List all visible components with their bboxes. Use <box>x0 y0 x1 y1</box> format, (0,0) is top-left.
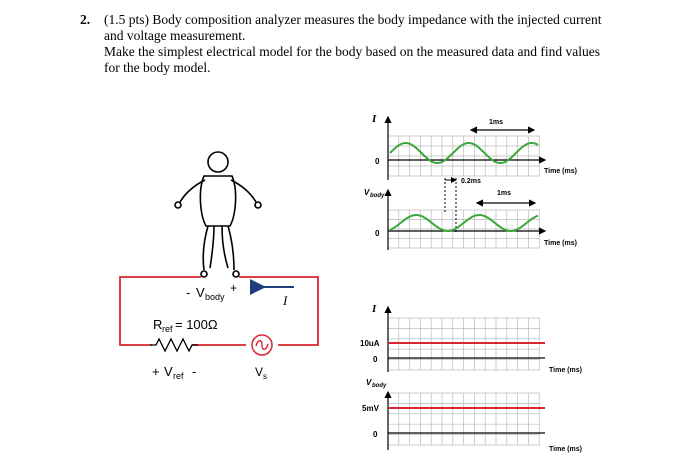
question-number: 2. <box>80 12 91 27</box>
bottom-current-level-label: 10uA <box>360 339 380 348</box>
top-voltage-delay-label: 0.2ms <box>461 178 481 185</box>
top-current-zero: 0 <box>375 157 380 166</box>
top-voltage-axis-label: V <box>364 188 370 197</box>
top-current-time-label: Time (ms) <box>544 168 577 175</box>
question-line-1: (1.5 pts) Body composition analyzer measures the body impedance with the injected current <box>104 12 602 27</box>
body-figure <box>175 152 261 277</box>
vbody-minus: - <box>186 285 191 300</box>
figure-right-leg <box>222 226 228 268</box>
question-line-4: for the body model. <box>104 60 211 75</box>
vref-plus: + <box>152 364 160 379</box>
rref-sub: ref <box>162 324 173 334</box>
rref-label: R <box>153 317 163 332</box>
source-label: V <box>255 365 264 379</box>
bottom-voltage-time-label: Time (ms) <box>549 446 582 453</box>
figure-right-foot <box>233 271 239 277</box>
bottom-voltage-zero: 0 <box>373 430 378 439</box>
bottom-voltage-axis-sub: body <box>372 383 387 389</box>
figure-head <box>208 152 228 172</box>
current-label: I <box>283 293 288 308</box>
bottom-current-zero: 0 <box>373 355 378 364</box>
vref-sub: ref <box>173 371 184 381</box>
figure-torso <box>200 176 235 226</box>
bottom-current-axis-label: I <box>372 303 377 315</box>
figure-left-leg <box>203 226 208 270</box>
panel-bottom-voltage <box>362 378 582 453</box>
question-line-3: Make the simplest electrical model for the body based on the measured data and find values <box>104 44 600 59</box>
question-line-2: and voltage measurement. <box>104 28 246 43</box>
bottom-current-time-label: Time (ms) <box>549 367 582 374</box>
vref-label: V <box>164 364 173 379</box>
wire-left <box>120 277 246 345</box>
rref-value: = 100Ω <box>175 317 218 332</box>
panel-top-voltage <box>364 178 577 250</box>
source-sub: s <box>263 372 267 381</box>
bottom-voltage-level-label: 5mV <box>362 404 379 413</box>
top-voltage-sine <box>390 215 538 231</box>
top-voltage-period-label: 1ms <box>497 190 512 197</box>
figure-left-foot <box>201 271 207 277</box>
vbody-sub: body <box>205 292 225 302</box>
figure-left-hand <box>175 202 181 208</box>
top-current-period-label: 1ms <box>489 119 504 126</box>
bottom-voltage-axis-label: V <box>366 378 372 387</box>
vbody-plus: + <box>230 281 238 295</box>
figure-right-hand <box>255 202 261 208</box>
circuit <box>120 277 318 381</box>
vref-minus: - <box>192 364 197 379</box>
panel-top-current <box>371 113 577 180</box>
top-current-axis-label: I <box>372 113 377 125</box>
top-voltage-zero: 0 <box>375 229 380 238</box>
top-voltage-axis-sub: body <box>370 193 385 199</box>
top-voltage-time-label: Time (ms) <box>544 240 577 247</box>
vbody-label: V <box>196 285 205 300</box>
